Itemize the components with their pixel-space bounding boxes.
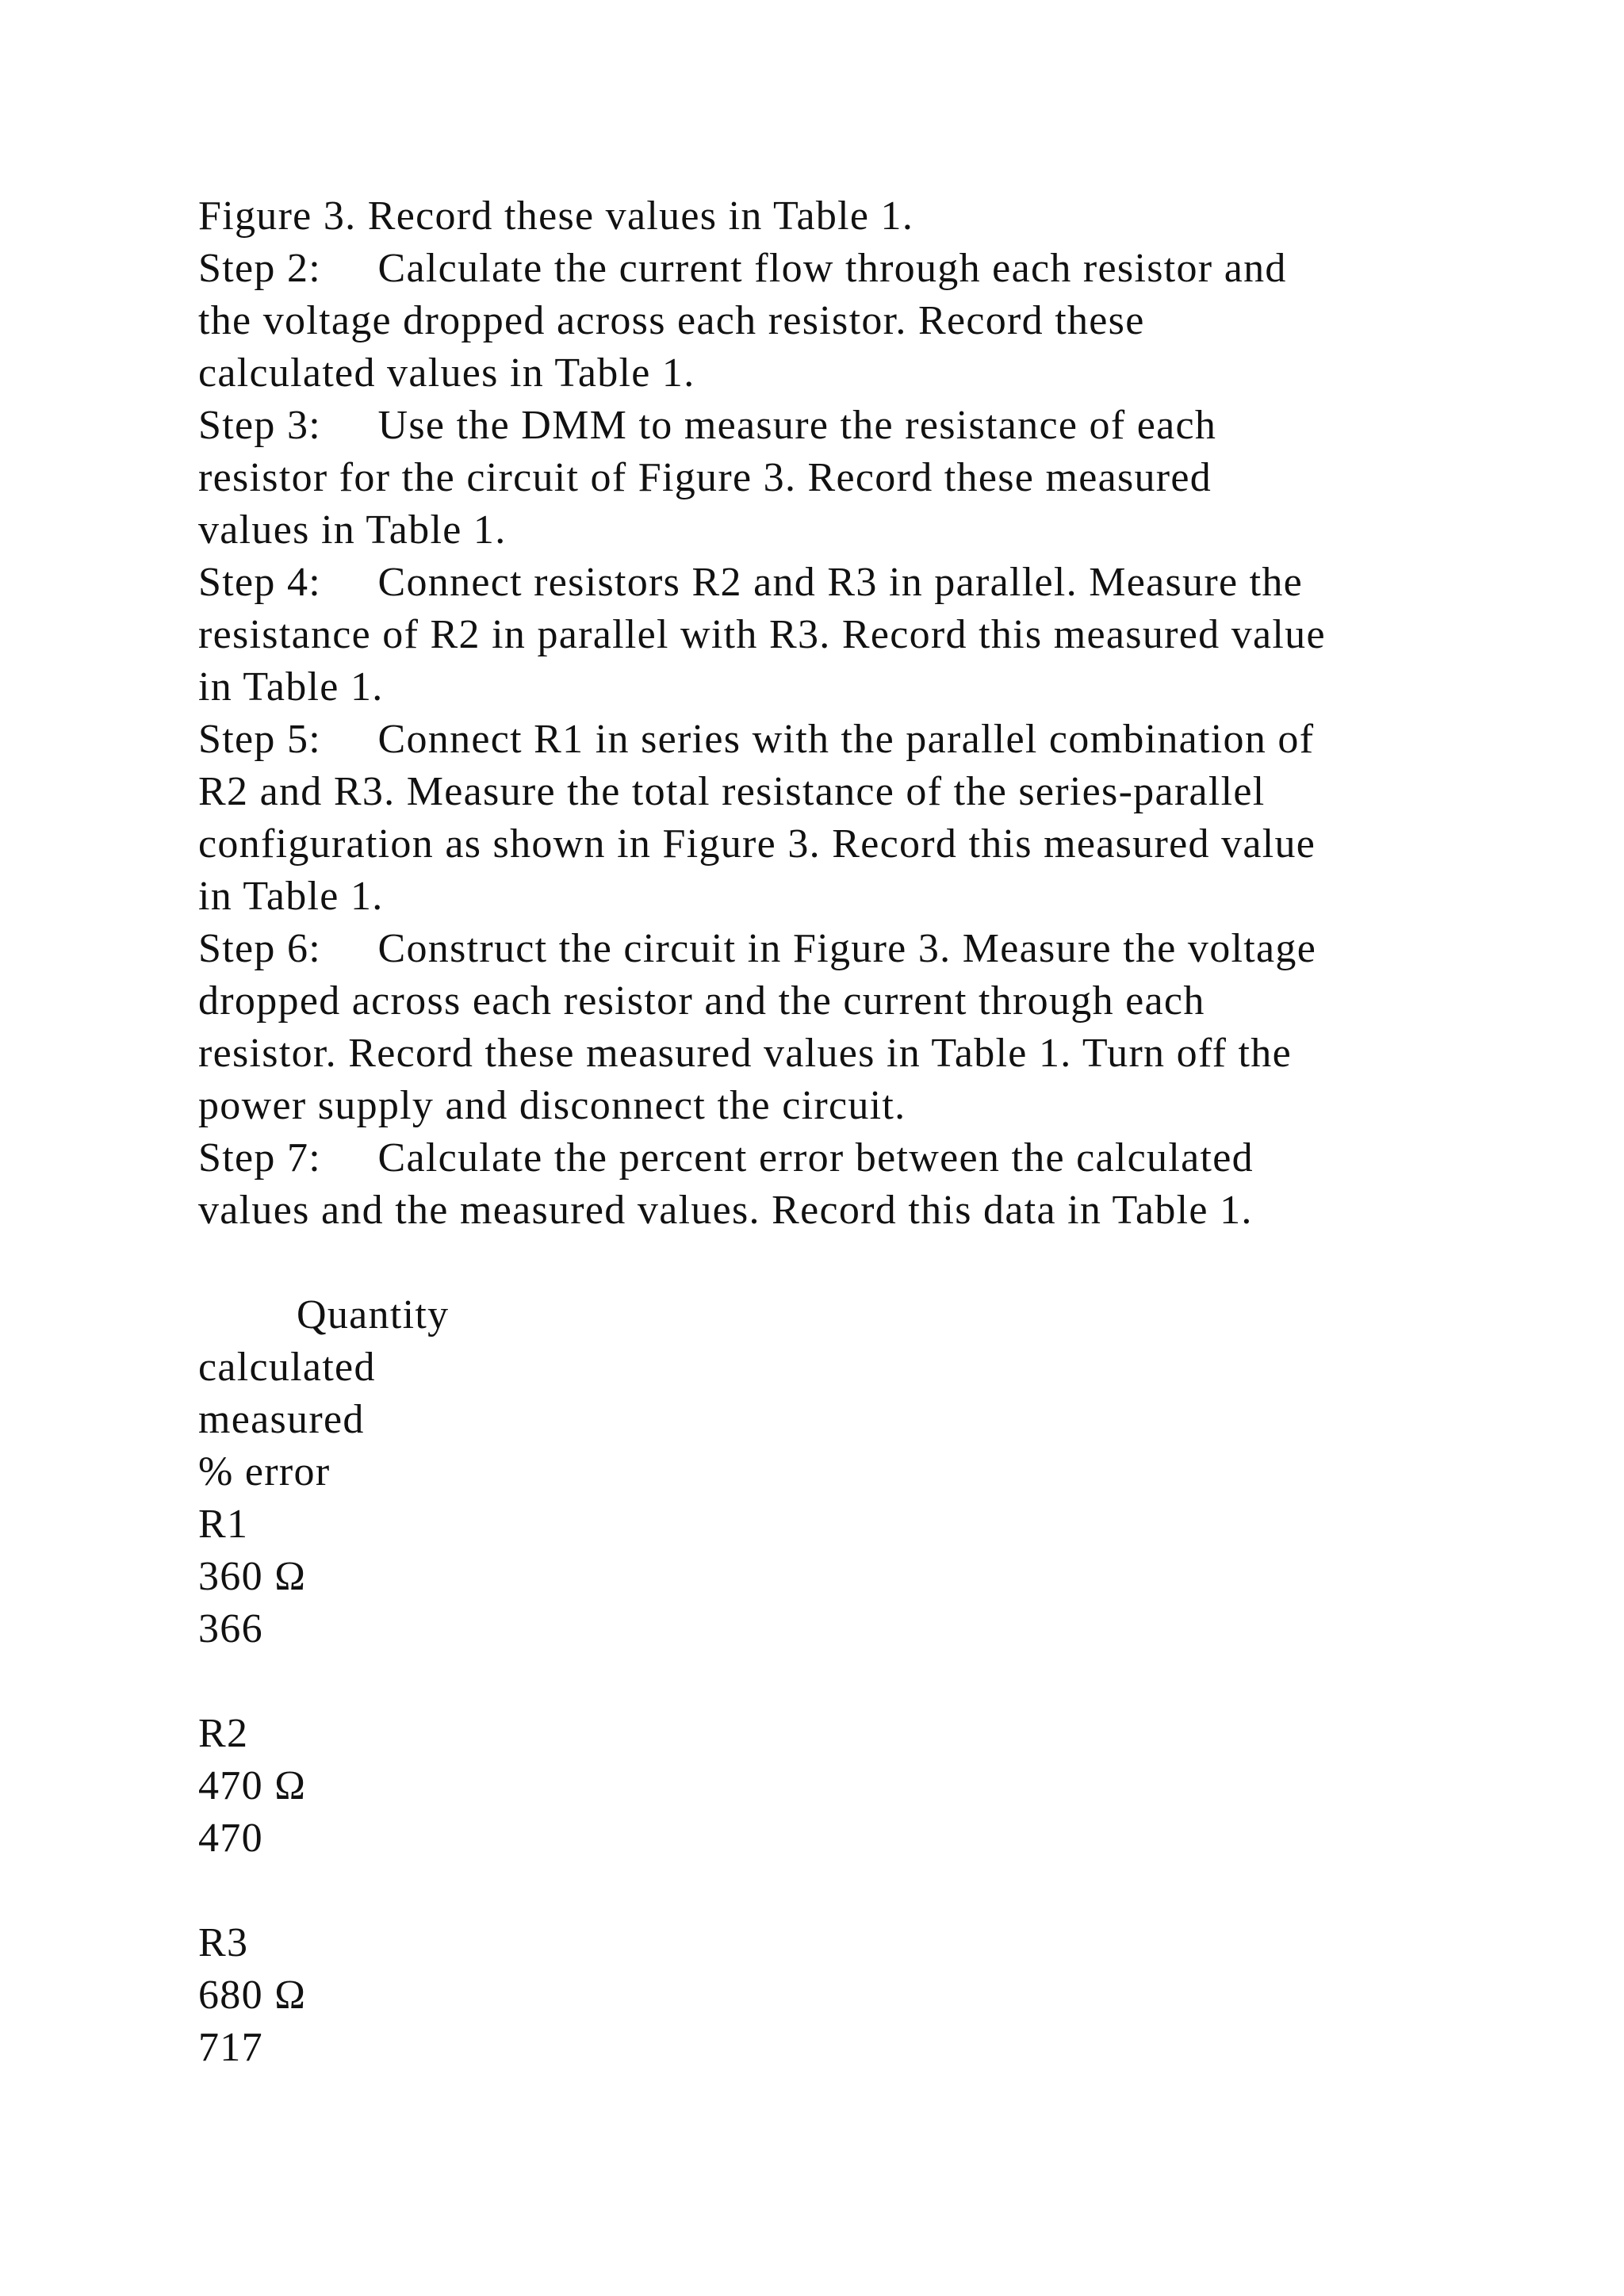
text-line: Figure 3. Record these values in Table 1. [198, 193, 914, 239]
blank-line [198, 1237, 1435, 1289]
table-row-r3-measured: 717 [198, 2025, 263, 2070]
text-line: power supply and disconnect the circuit. [198, 1083, 906, 1128]
text-line: in Table 1. [198, 664, 384, 710]
text-line: R2 and R3. Measure the total resistance of the series-parallel [198, 769, 1266, 814]
text-line: calculated values in Table 1. [198, 350, 695, 396]
text-line: Step 7: Calculate the percent error between the calculated [198, 1135, 1254, 1181]
table-row-r2-error [198, 1865, 1435, 1917]
table-row-r2-measured: 470 [198, 1816, 263, 1861]
text-line: in Table 1. [198, 874, 384, 919]
table-row-r1-calculated: 360 Ω [198, 1554, 307, 1599]
text-line: values and the measured values. Record this data in Table 1. [198, 1188, 1253, 1233]
text-line: resistor for the circuit of Figure 3. Record these measured [198, 455, 1212, 500]
text-line: Step 4: Connect resistors R2 and R3 in parallel. Measure the [198, 560, 1304, 605]
table-row-r3-name: R3 [198, 1920, 249, 1965]
document-page [198, 190, 1435, 2074]
table-header-quantity: Quantity [297, 1292, 450, 1337]
table-column-percent-error: % error [198, 1449, 331, 1494]
table-row-r2-name: R2 [198, 1711, 249, 1756]
text-line: resistor. Record these measured values in Table 1. Turn off the [198, 1031, 1292, 1076]
table-row-r1-name: R1 [198, 1502, 249, 1547]
text-line: Step 2: Calculate the current flow through each resistor and [198, 246, 1287, 291]
text-line: Step 5: Connect R1 in series with the parallel combination of [198, 717, 1315, 762]
text-line: resistance of R2 in parallel with R3. Record this measured value [198, 612, 1326, 657]
table-row-r1-error [198, 1655, 1435, 1708]
table-row-r3-calculated: 680 Ω [198, 1973, 307, 2018]
table-row-r2-calculated: 470 Ω [198, 1763, 307, 1808]
text-line: the voltage dropped across each resistor. Record these [198, 298, 1145, 343]
text-line: values in Table 1. [198, 507, 507, 553]
table-column-calculated: calculated [198, 1345, 376, 1390]
text-line: Step 6: Construct the circuit in Figure 3. Measure the voltage [198, 926, 1317, 971]
text-line: configuration as shown in Figure 3. Record this measured value [198, 821, 1316, 867]
table-row-r1-measured: 366 [198, 1606, 263, 1651]
table-column-measured: measured [198, 1397, 365, 1442]
text-line: dropped across each resistor and the current through each [198, 978, 1205, 1024]
text-line: Step 3: Use the DMM to measure the resistance of each [198, 403, 1217, 448]
